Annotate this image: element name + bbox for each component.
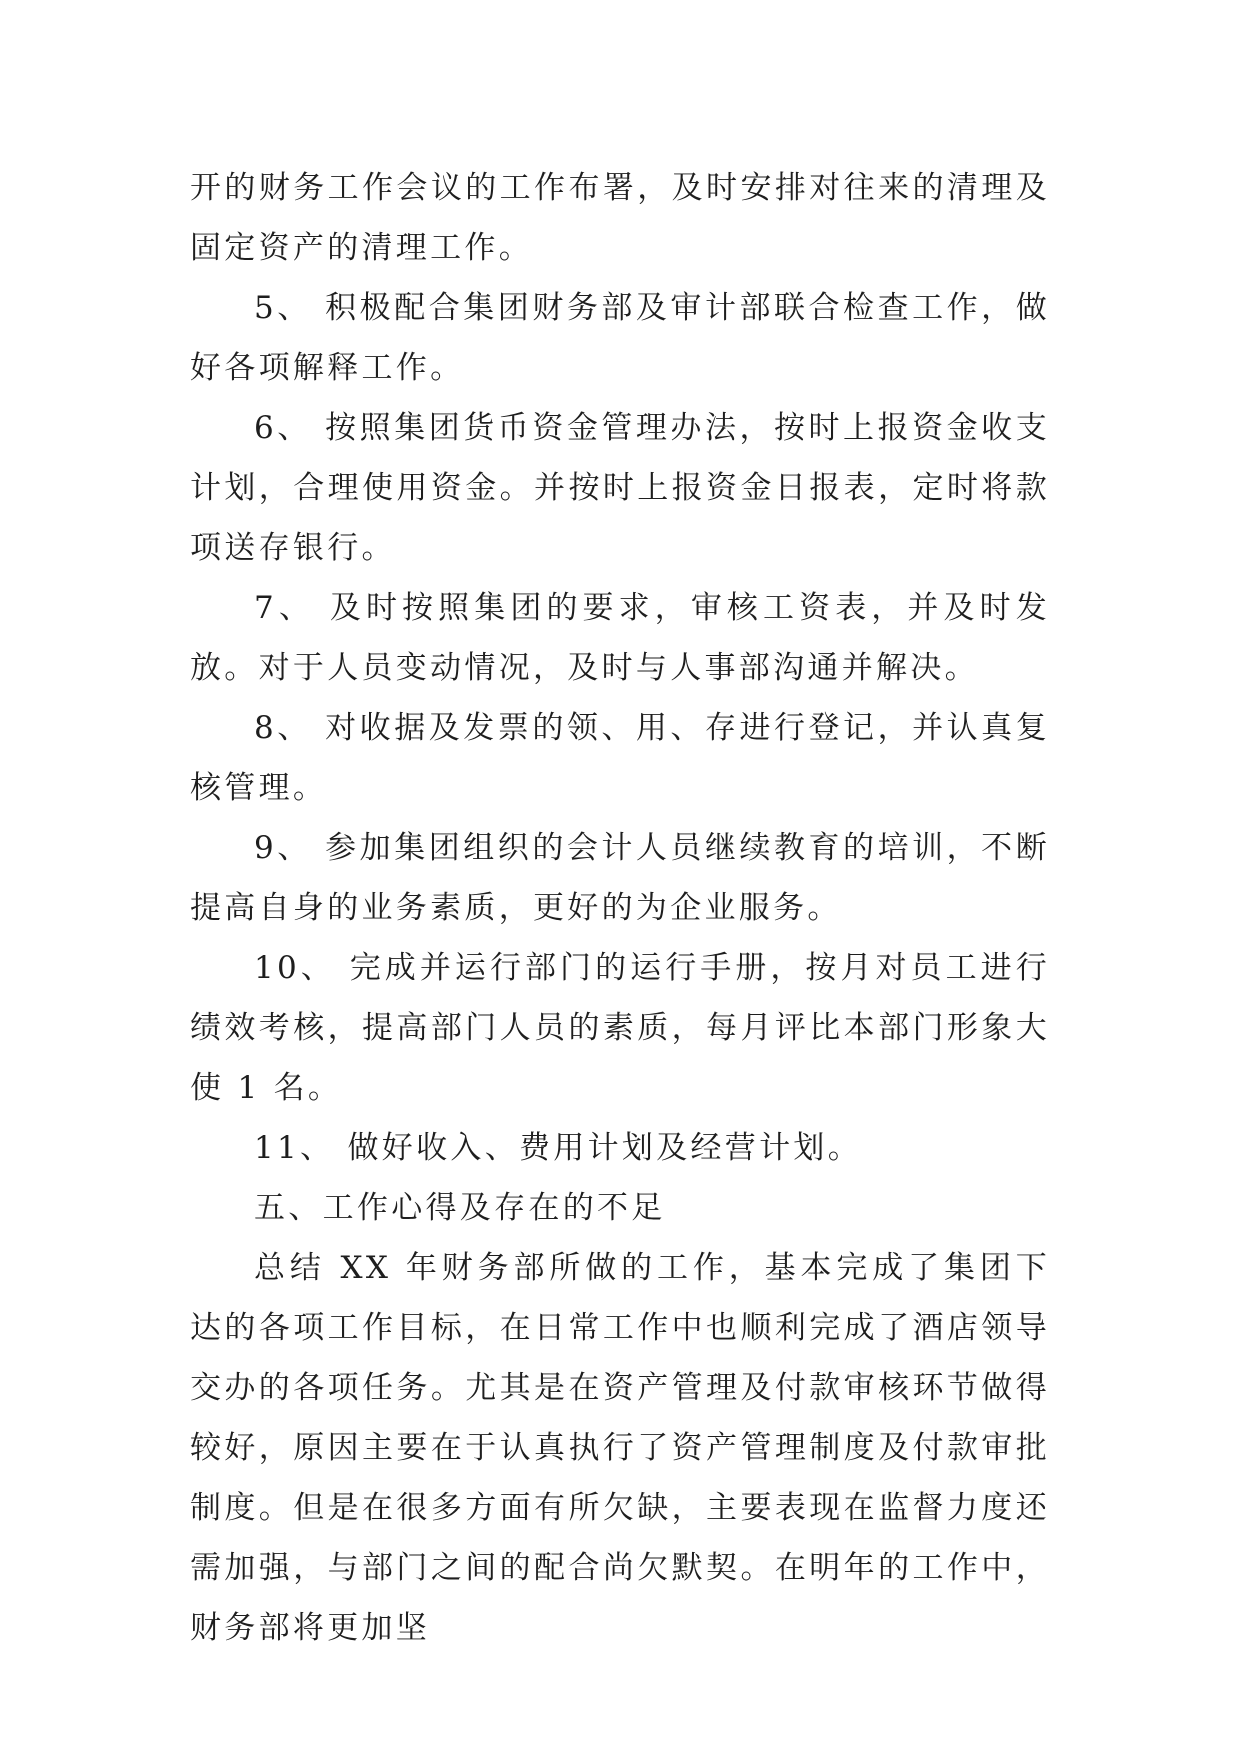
paragraph-continuation: 开的财务工作会议的工作布署，及时安排对往来的清理及固定资产的清理工作。 — [190, 170, 1050, 266]
section-heading-5: 五、工作心得及存在的不足 — [254, 1190, 666, 1226]
paragraph-summary: 总结 XX 年财务部所做的工作，基本完成了集团下达的各项工作目标，在日常工作中也顺利完成了酒店领导交办的各项任务。尤其是在资产管理及付款审核环节做得较好，原因主要在于认真执行了资产管理制度及付款审批制度。但是在很多方面有所欠缺，主要表现在监督力度还需加强，与部门之间的配合尚欠默契。在明年的工作中，财务部将更加坚 — [190, 1250, 1050, 1646]
paragraph-item-7: 7、 及时按照集团的要求，审核工资表，并及时发放。对于人员变动情况，及时与人事部沟通并解决。 — [190, 590, 1050, 686]
paragraph-item-5: 5、 积极配合集团财务部及审计部联合检查工作，做好各项解释工作。 — [190, 290, 1050, 386]
paragraph-item-8: 8、 对收据及发票的领、用、存进行登记，并认真复核管理。 — [190, 710, 1050, 806]
paragraph-item-6: 6、 按照集团货币资金管理办法，按时上报资金收支计划，合理使用资金。并按时上报资金日报表，定时将款项送存银行。 — [190, 410, 1050, 566]
paragraph-item-9: 9、 参加集团组织的会计人员继续教育的培训，不断提高自身的业务素质，更好的为企业服务。 — [190, 830, 1050, 926]
document-body — [190, 158, 1050, 1658]
paragraph-item-10: 10、 完成并运行部门的运行手册，按月对员工进行绩效考核，提高部门人员的素质，每月评比本部门形象大使 1 名。 — [190, 950, 1050, 1106]
paragraph-item-11: 11、 做好收入、费用计划及经营计划。 — [254, 1130, 862, 1166]
